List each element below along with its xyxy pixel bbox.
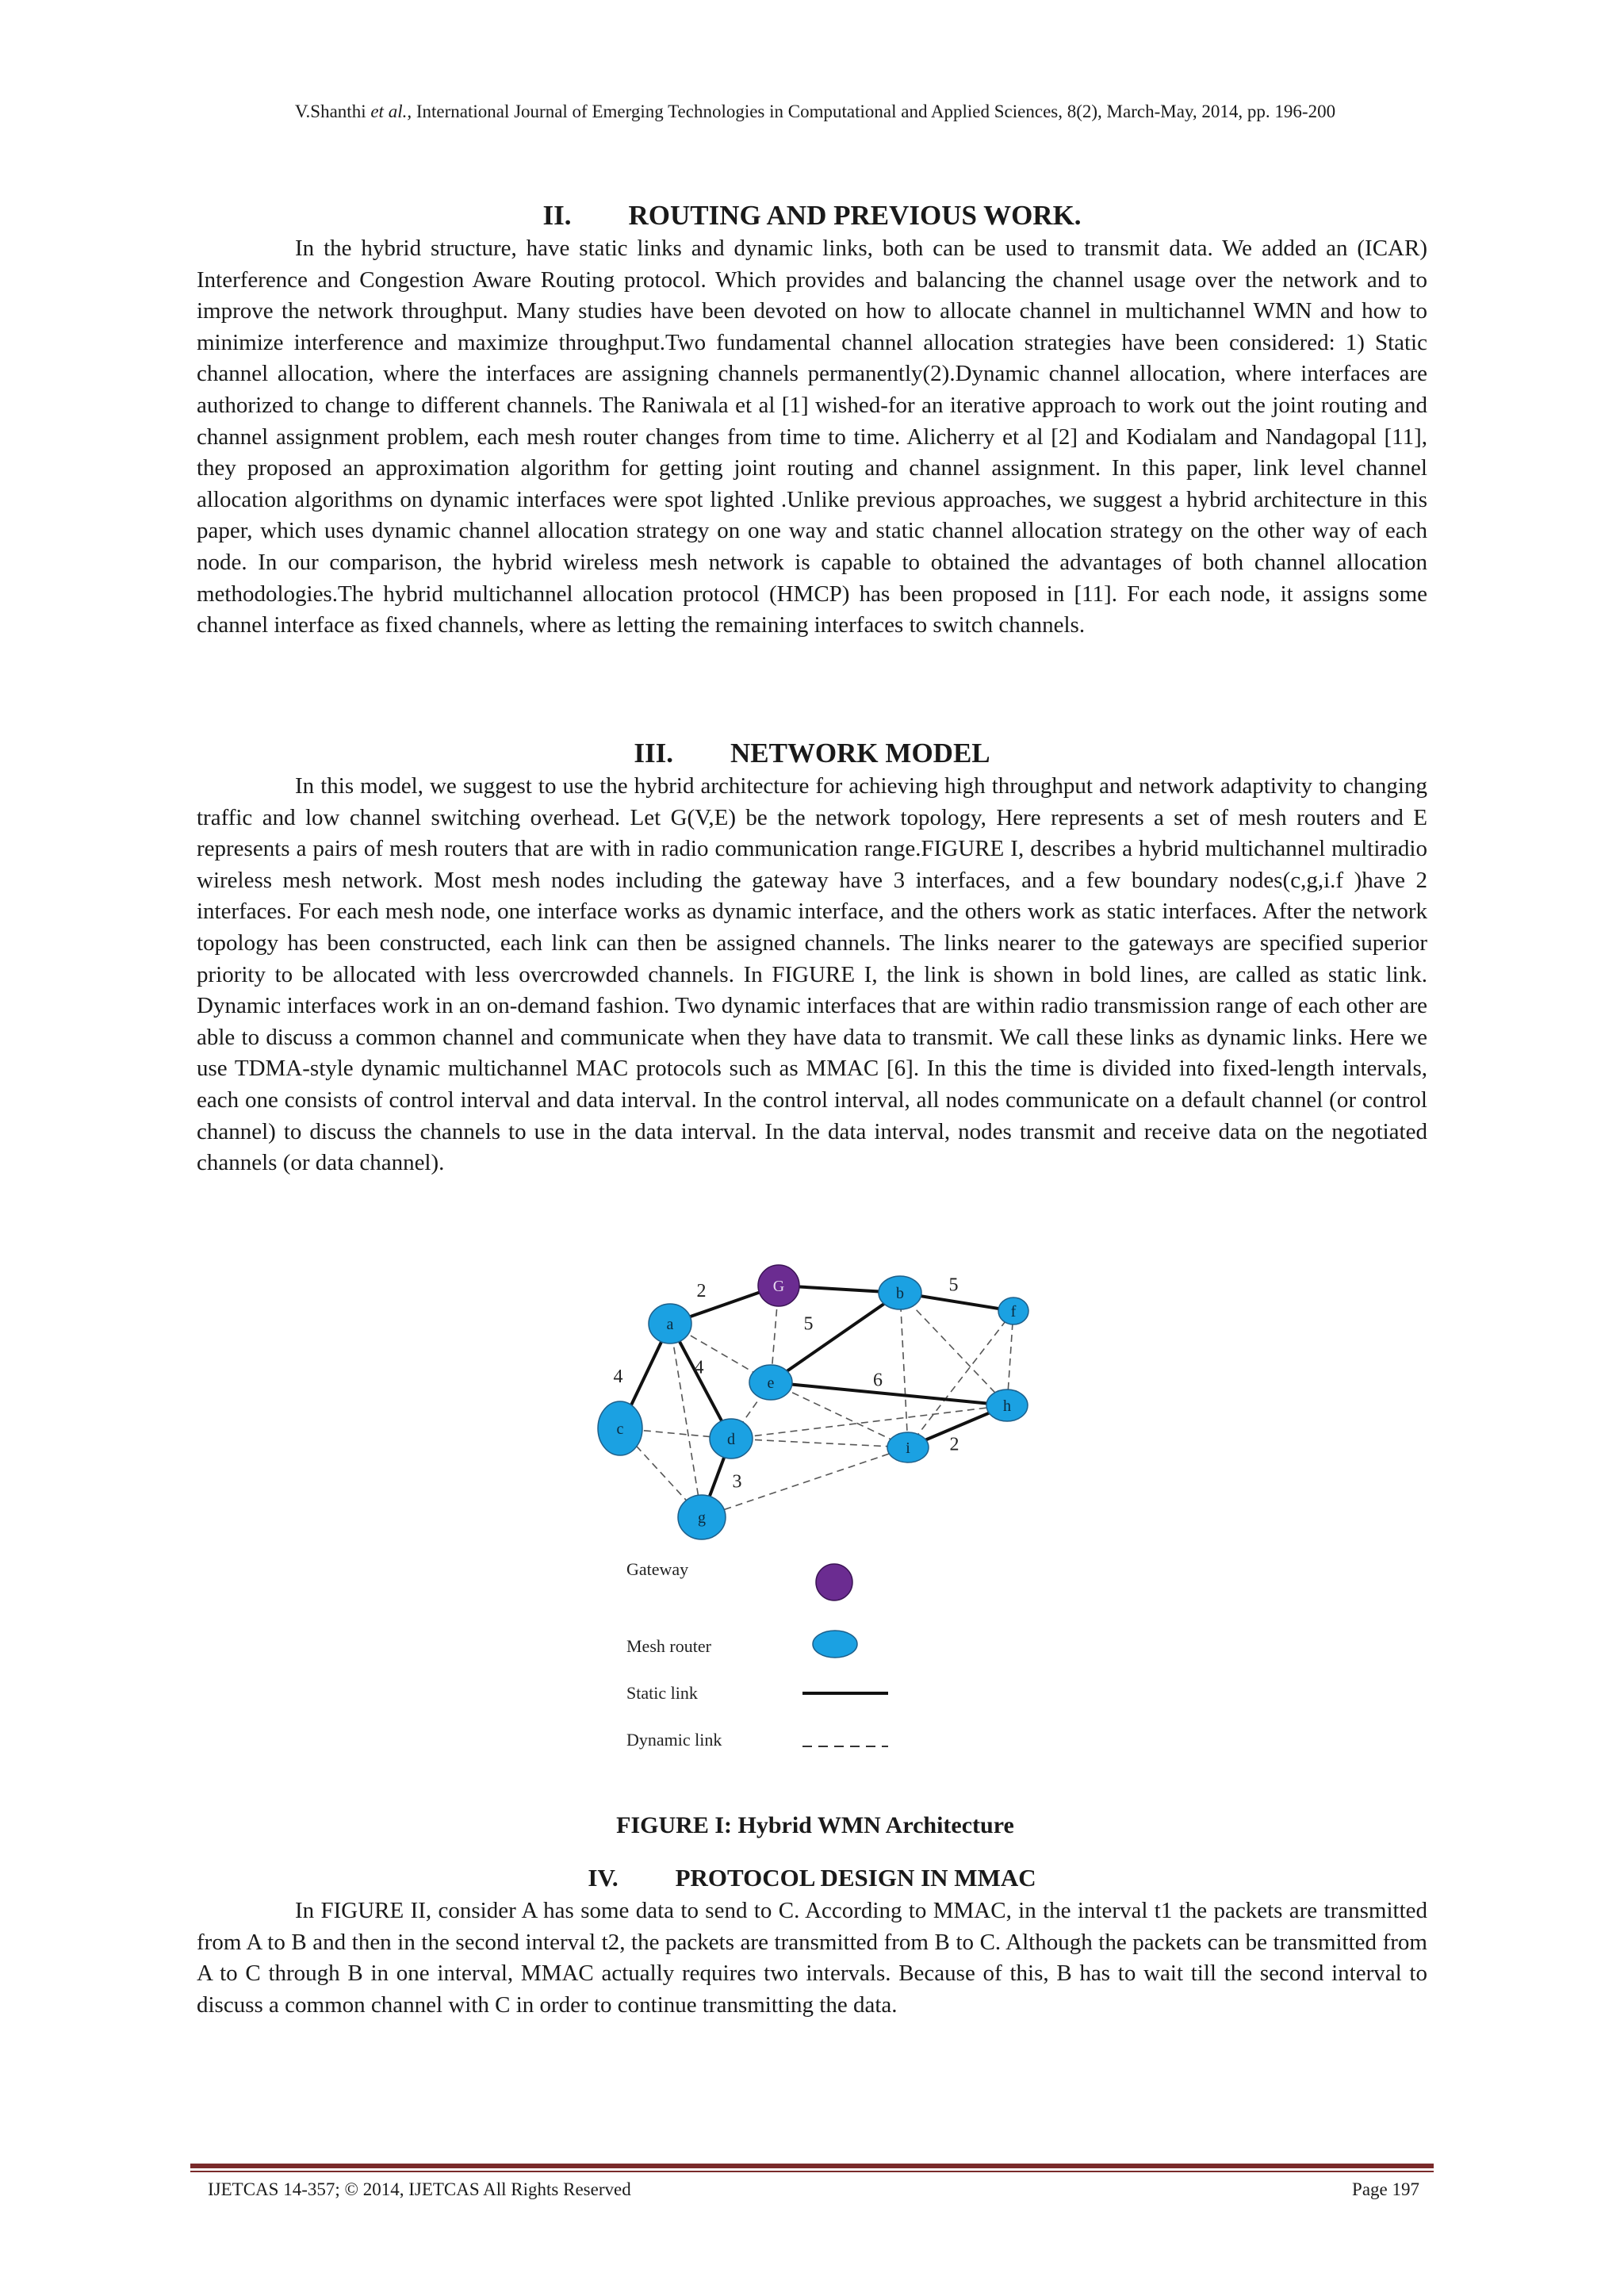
header-citation: International Journal of Emerging Technologies in Computational and Applied Sciences, 8(2), March-May, 2014, pp. 196-200 [416, 102, 1336, 121]
footer-rule-thin [190, 2171, 1434, 2172]
running-header [197, 100, 1434, 124]
section-heading [197, 198, 1427, 233]
figure-hybrid-wmn [587, 1250, 1047, 1773]
section-heading [197, 736, 1427, 771]
section-title: PROTOCOL DESIGN IN MMAC [675, 1864, 1036, 1892]
mesh-router-node-a [649, 1304, 691, 1343]
node-label: h [1003, 1397, 1011, 1415]
mesh-router-node-b [879, 1276, 921, 1309]
mesh-router-node-d [710, 1419, 753, 1458]
section-title: NETWORK MODEL [730, 738, 990, 769]
footer-copyright: IJETCAS 14-357; © 2014, IJETCAS All Rights Reserved [208, 2179, 631, 2199]
node-label: d [727, 1431, 735, 1448]
channel-label-d-g: 3 [732, 1471, 742, 1493]
node-label: b [896, 1285, 904, 1302]
footer-rule [190, 2164, 1434, 2168]
node-label: a [666, 1316, 674, 1333]
legend-mesh-router-label: Mesh router [626, 1636, 711, 1656]
mesh-router-node-g [678, 1495, 726, 1539]
mesh-router-node-f [998, 1297, 1028, 1324]
legend-gateway-label: Gateway [626, 1559, 689, 1579]
channel-label-b-f: 5 [948, 1274, 959, 1296]
section-title: ROUTING AND PREVIOUS WORK. [628, 200, 1082, 231]
gateway-node-G [758, 1265, 799, 1306]
node-label: f [1010, 1303, 1017, 1320]
section-paragraph: In this model, we suggest to use the hybrid architecture for achieving high throughput and network adaptivity to changing traffic and low channel switching overhead. Let G(V,E) be the network topology, Here represents a set of mesh routers and E represents a pairs of mesh routers that are with in radio communication range.FIGURE I, describes a hybrid multichannel multiradio wireless mesh network. Most mesh nodes including the gateway have 3 interfaces, and a few boundary nodes(c,g,i.f )have 2 interfaces. For each mesh node, one interface works as dynamic interface, and the others work as static interfaces. After the network topology has been constructed, each link can then be assigned channels. The links nearer to the gateways are specified superior priority to be allocated with less overcrowded channels. In FIGURE I, the link is shown in bold lines, are called as static link. Dynamic interfaces work in an on-demand fashion. Two dynamic interfaces that are within radio transmission range of each other are able to discuss a common channel and communicate when they have data to transmit. We call these links as dynamic links. Here we use TDMA-style dynamic multichannel MAC protocols such as MMAC [6]. In this the time is divided into fixed-length intervals, each one consists of control interval and data interval. In the control interval, all nodes communicate on a default channel (or control channel) to discuss the channels to use in the data interval. In the data interval, nodes transmit and receive data on the negotiated channels (or data channel). [197, 773, 1427, 1176]
mesh-router-node-e [749, 1365, 792, 1400]
figure-caption: FIGURE I: Hybrid WMN Architecture [616, 1812, 1014, 1838]
dynamic-link-d-i [731, 1439, 908, 1447]
section-routing [197, 198, 1427, 642]
channel-label-e-b: 5 [803, 1313, 814, 1335]
section-heading [197, 1861, 1427, 1895]
dynamic-link-f-i [908, 1311, 1013, 1447]
section-paragraph: In the hybrid structure, have static links and dynamic links, both can be used to transmit data. We added an (ICAR) Interference and Congestion Aware Routing protocol. Which provides and balancing the channel usage over the network and to improve the network throughput. Many studies have been devoted on how to allocate channel in multichannel WMN and how to minimize interference and maximize throughput.Two fundamental channel allocation strategies have been considered: 1) Static channel allocation, where the interfaces are assigning channels permanently(2).Dynamic channel allocation, where interfaces are authorized to change to different channels. The Raniwala et al [1] wished-for an iterative approach to work out the joint routing and channel assignment problem, each mesh router changes from time to time. Alicherry et al [2] and Kodialam and Nandagopal [11], they proposed an approximation algorithm for getting joint routing and channel assignment. In this paper, link level channel allocation algorithms on dynamic interfaces were spot lighted .Unlike previous approaches, we suggest a hybrid architecture in this paper, which uses dynamic channel allocation strategy on one way and static channel allocation strategy on the other way of each node. In our comparison, the hybrid wireless mesh network is capable to obtained the advantages of both channel allocation methodologies.The hybrid multichannel allocation protocol (HMCP) has been proposed in [11]. For each node, it assigns some channel interface as fixed channels, where as letting the remaining interfaces to switch channels. [197, 236, 1427, 638]
legend [626, 1559, 888, 1750]
channel-label-e-h: 6 [873, 1370, 883, 1391]
channel-label-a-c: 4 [613, 1366, 623, 1387]
legend-dynamic-link-label: Dynamic link [626, 1730, 722, 1750]
header-author: V.Shanthi [294, 102, 366, 121]
legend-static-link-label: Static link [626, 1683, 698, 1703]
section-protocol-design [197, 1861, 1427, 2021]
legend-mesh-router-swatch [813, 1631, 857, 1658]
footer-page-number: Page 197 [1352, 2179, 1419, 2199]
dynamic-link-b-i [900, 1293, 908, 1447]
node-label: e [767, 1374, 775, 1392]
legend-gateway-swatch [816, 1564, 852, 1600]
mesh-router-node-c [598, 1401, 642, 1455]
node-label: i [906, 1439, 910, 1457]
section-paragraph: In FIGURE II, consider A has some data to send to C. According to MMAC, in the interval t1 the packets are transmitted from A to B and then in the second interval t2, the packets are transmitted from B to C. Although the packets can be transmitted from A to C through B in one interval, MMAC actually requires two intervals. Because of this, B has to wait till the second interval to discuss a common channel with C in order to continue transmitting the data. [197, 1898, 1427, 2018]
mesh-router-node-i [887, 1432, 929, 1462]
static-link-e-b [771, 1293, 900, 1382]
section-network-model [197, 736, 1427, 1179]
section-number: II. [542, 200, 572, 231]
channel-label-a-G: 2 [696, 1281, 707, 1301]
wmn-diagram [587, 1250, 1047, 1773]
channel-label-a-d: 4 [694, 1357, 704, 1378]
static-link-e-h [771, 1382, 1007, 1405]
header-etal: et al., [370, 102, 412, 121]
section-number: III. [634, 738, 673, 769]
node-label: G [772, 1278, 785, 1295]
node-label: g [698, 1509, 706, 1527]
channel-label-i-h: 2 [949, 1434, 959, 1455]
node-label: c [616, 1420, 624, 1438]
section-number: IV. [588, 1864, 619, 1892]
mesh-router-node-h [986, 1389, 1028, 1421]
dynamic-link-e-i [771, 1382, 908, 1447]
